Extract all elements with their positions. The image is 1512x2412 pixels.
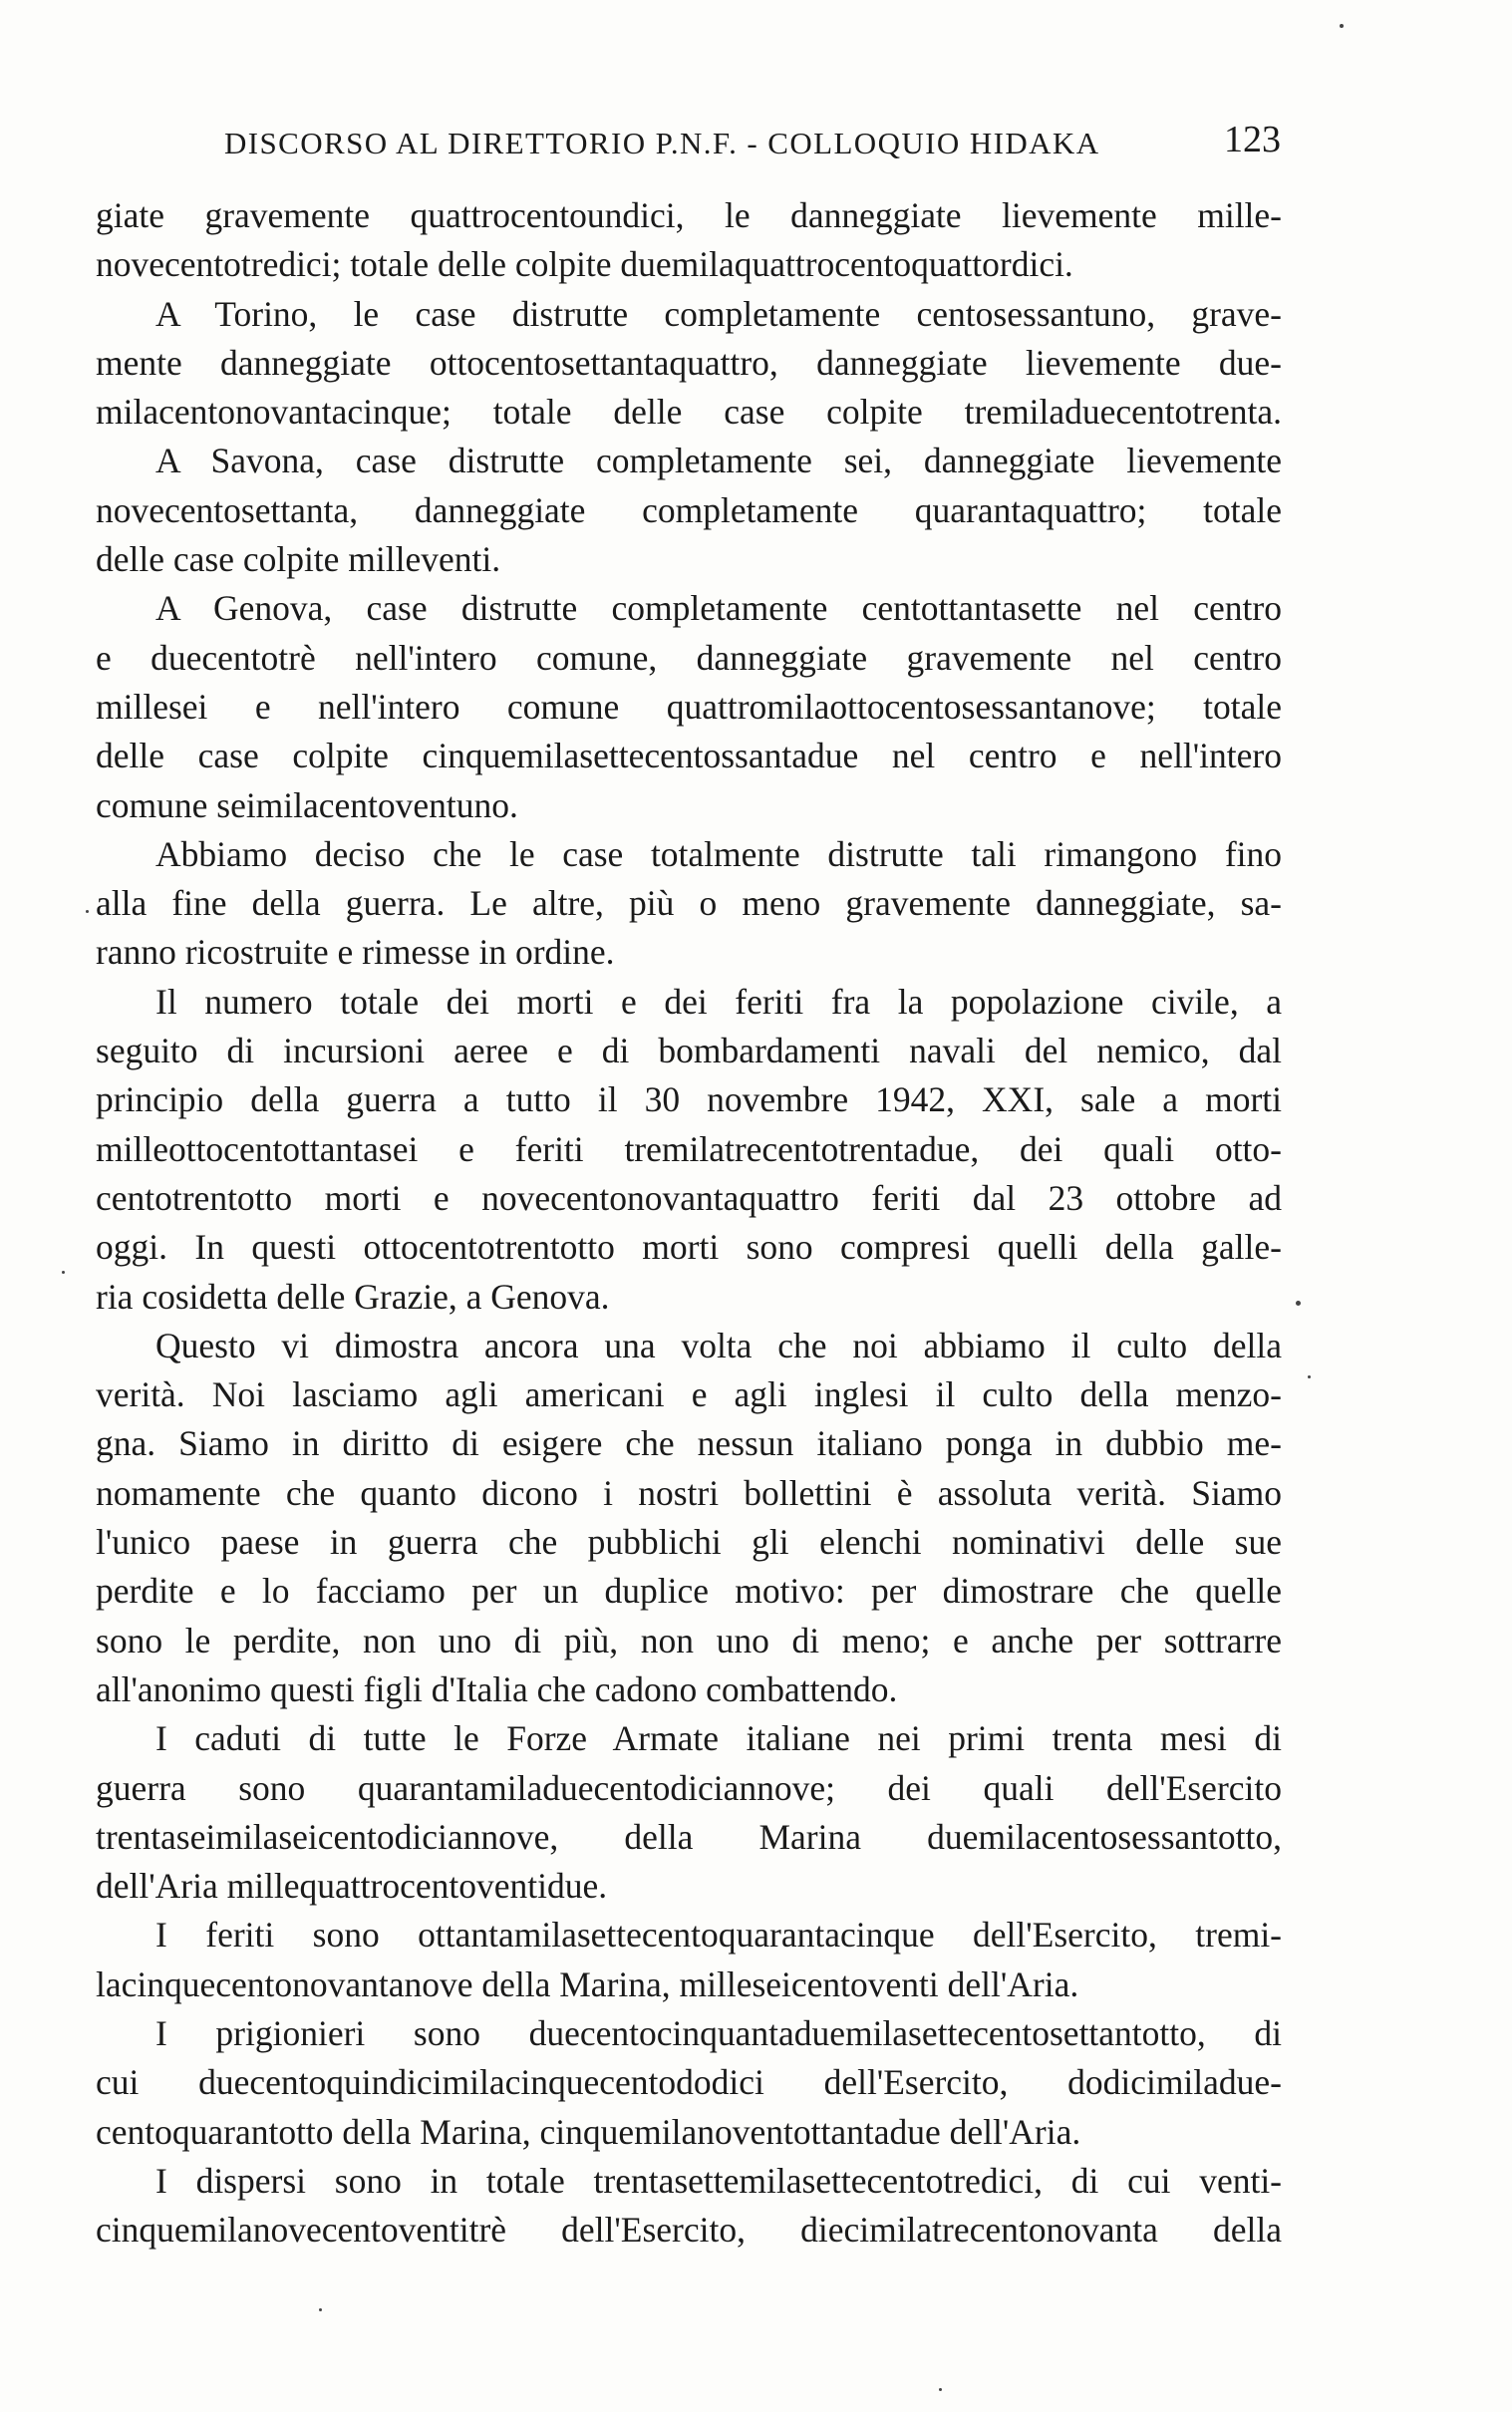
text-line: l'unico paese in guerra che pubblichi gli elenchi nominativi delle sue [96, 1522, 1282, 1563]
scan-speck [1296, 1301, 1301, 1306]
text-line: millesei e nell'intero comune quattromilaottocentosessantanove; totale [96, 686, 1282, 727]
text-line: novecentotredici; totale delle colpite duemilaquattrocentoquattordici. [96, 244, 1073, 285]
paragraph-first-line: I dispersi sono in totale trentasettemilasettecentotredici, di cui venti- [155, 2160, 1282, 2201]
scan-speck [319, 2308, 322, 2311]
text-line: perdite e lo facciamo per un duplice motivo: per dimostrare che quelle [96, 1571, 1282, 1612]
text-line: novecentosettanta, danneggiate completamente quarantaquattro; totale [96, 489, 1282, 530]
text-line: milleottocentottantasei e feriti tremilatrecentotrentadue, dei quali otto- [96, 1128, 1282, 1169]
paragraph-first-line: I prigionieri sono duecentocinquantaduemilasettecentosettantotto, di [155, 2012, 1282, 2053]
text-line: nomamente che quanto dicono i nostri bollettini è assoluta verità. Siamo [96, 1472, 1282, 1513]
text-line: ranno ricostruite e rimesse in ordine. [96, 932, 615, 973]
scan-speck [1340, 24, 1344, 28]
running-head [224, 118, 1281, 167]
paragraph-first-line: A Torino, le case distrutte completamente centosessantuno, grave- [155, 293, 1282, 334]
text-line: e duecentotrè nell'intero comune, danneggiate gravemente nel centro [96, 637, 1282, 678]
text-line: principio della guerra a tutto il 30 novembre 1942, XXI, sale a morti [96, 1079, 1282, 1120]
text-line: comune seimilacentoventuno. [96, 784, 518, 825]
scan-speck [86, 910, 89, 913]
paragraph-first-line: Il numero totale dei morti e dei feriti fra la popolazione civile, a [155, 981, 1282, 1022]
text-line: lacinquecentonovantanove della Marina, milleseicentoventi dell'Aria. [96, 1963, 1079, 2004]
body-text [96, 191, 1282, 2255]
text-line: milacentonovantacinque; totale delle case colpite tremiladuecentotrenta. [96, 392, 1282, 433]
text-line: trentaseimilaseicentodiciannove, della Marina duemilacentosessantotto, [96, 1816, 1282, 1857]
text-line: dell'Aria millequattrocentoventidue. [96, 1866, 608, 1907]
text-line: mente danneggiate ottocentosettantaquattro, danneggiate lievemente due- [96, 342, 1282, 383]
text-line: alla fine della guerra. Le altre, più o meno gravemente danneggiate, sa- [96, 883, 1282, 924]
text-line: gna. Siamo in diritto di esigere che nessun italiano ponga in dubbio me- [96, 1423, 1282, 1464]
text-line: sono le perdite, non uno di più, non uno di meno; e anche per sottrarre [96, 1620, 1282, 1660]
scan-speck [1308, 1375, 1311, 1378]
text-line: delle case colpite cinquemilasettecentossantadue nel centro e nell'intero [96, 736, 1282, 776]
text-line: guerra sono quarantamiladuecentodiciannove; dei quali dell'Esercito [96, 1767, 1282, 1808]
text-line: centotrentotto morti e novecentonovantaquattro feriti dal 23 ottobre ad [96, 1177, 1282, 1218]
text-line: delle case colpite milleventi. [96, 539, 501, 580]
text-line: oggi. In questi ottocentotrentotto morti sono compresi quelli della galle- [96, 1227, 1282, 1268]
scan-speck [939, 2388, 942, 2391]
page-number: 123 [1224, 119, 1281, 160]
paragraph-first-line: I caduti di tutte le Forze Armate italiane nei primi trenta mesi di [155, 1718, 1282, 1759]
paragraph-first-line: Questo vi dimostra ancora una volta che noi abbiamo il culto della [155, 1325, 1282, 1365]
text-line: ria cosidetta delle Grazie, a Genova. [96, 1276, 610, 1317]
text-line: cui duecentoquindicimilacinquecentododici dell'Esercito, dodicimiladue- [96, 2062, 1282, 2103]
paragraph-first-line: I feriti sono ottantamilasettecentoquarantacinque dell'Esercito, tremi- [155, 1915, 1282, 1956]
text-line: centoquarantotto della Marina, cinquemilanoventottantadue dell'Aria. [96, 2111, 1081, 2152]
text-line: all'anonimo questi figli d'Italia che cadono combattendo. [96, 1668, 898, 1709]
scan-speck [62, 1271, 65, 1274]
text-line: seguito di incursioni aeree e di bombardamenti navali del nemico, dal [96, 1031, 1282, 1071]
paragraph-first-line: A Genova, case distrutte completamente centottantasette nel centro [155, 588, 1282, 629]
running-title: DISCORSO AL DIRETTORIO P.N.F. - COLLOQUIO HIDAKA [224, 126, 1100, 160]
text-line: verità. Noi lasciamo agli americani e agli inglesi il culto della menzo- [96, 1374, 1282, 1415]
text-line: giate gravemente quattrocentoundici, le danneggiate lievemente mille- [96, 195, 1282, 235]
text-line: cinquemilanovecentoventitrè dell'Esercito, diecimilatrecentonovanta della [96, 2210, 1282, 2251]
paragraph-first-line: Abbiamo deciso che le case totalmente distrutte tali rimangono fino [155, 833, 1282, 874]
paragraph-first-line: A Savona, case distrutte completamente sei, danneggiate lievemente [155, 441, 1282, 481]
